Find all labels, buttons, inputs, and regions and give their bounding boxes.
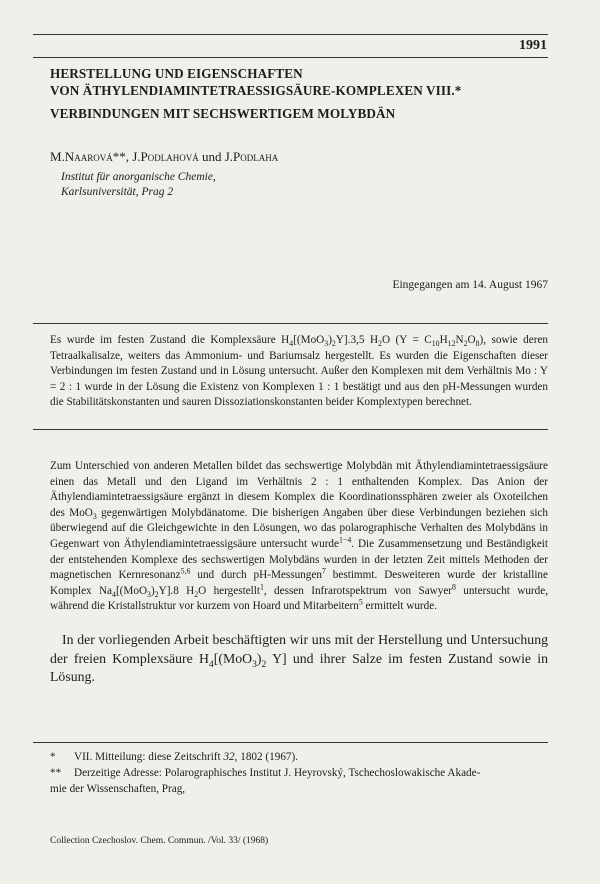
authors	[50, 149, 278, 165]
subscript: 2	[463, 339, 468, 349]
body-text: )	[256, 650, 262, 666]
subscript: 2	[261, 658, 267, 670]
footnote-1	[50, 750, 548, 766]
body-text: [(MoO	[115, 584, 148, 597]
abstract-text: H	[439, 334, 448, 346]
footnote-text: Derzeitige Adresse: Polarographisches Institut J. Heyrovský, Tschechoslowakische Akade-	[74, 767, 481, 779]
abstract-text: O (Y = C	[381, 334, 432, 346]
body-text: Y] und ihrer Salze im festen Zustand sowie in Lösung.	[50, 650, 548, 685]
body-text: Zum Unterschied von anderen Metallen bildet das sechswertige Molybdän mit Äthylendiamintetraessigsäure einen das Metall und den Ligand im Verhältnis 2 : 1 enthaltenden Komplex. Das Anion der Äthylendiamintetraessigsäure ergänzt in diesem Komplex die Koordinationssphären zweier als Oxoteilchen des MoO	[50, 460, 548, 519]
abstract-text: Es wurde im festen Zustand die Komplexsäure H	[50, 334, 290, 346]
body-text: untersucht wurde, während die Kristallstruktur vor kurzem von Hoard und Mitarbeitern	[50, 584, 548, 613]
body-text: gegenwärtigen Molybdänatome. Die bisherigen Angaben über diese Verbindungen beziehen sich überwiegend auf die Gleichgewichte in den Lösungen, wo das polarographische Verhalten des Molybdäns in Gegenwart von Äthylendiamintetraessigsäure untersucht wurde	[50, 506, 548, 550]
abstract-text: )	[328, 334, 332, 346]
body-text: In der vorliegenden Arbeit beschäftigten wir uns mit der Herstellung und Untersuchung der freien Komplexsäure H	[50, 632, 548, 666]
subscript: 2	[154, 589, 159, 599]
subscript: 3	[147, 589, 151, 599]
abstract-text: [(MoO	[293, 334, 325, 346]
received-date: Eingegangen am 14. August 1967	[392, 279, 548, 291]
title-line-3: VERBINDUNGEN MIT SECHSWERTIGEM MOLYBDÄN	[50, 106, 396, 121]
reference-mark: 1	[259, 582, 264, 592]
subscript: 8	[475, 339, 480, 349]
footnote-rule	[33, 742, 548, 743]
body-paragraph-1	[50, 459, 548, 615]
reference-mark: 1−4	[339, 535, 352, 545]
abstract-top-rule	[33, 323, 548, 324]
author-3: J.Podlaha	[224, 149, 279, 164]
abstract-text: ), sowie deren Tetraalkalisalze, weiters das Ammonium- und Bariumsalz hergestellt. Es wurden die Eigenschaften dieser Verbindungen im festen Zustand und in Lösung untersucht. Außer den Komplexen mit dem Verhältnis Mo : Y = 2 : 1 wurde in der Lösung die Existenz von Komplexen 1 : 1 bestätigt und aus den pH-Messungen wurden die Stabilitätskonstanten und sauren Dissoziationskonstanten beider Komplextypen berechnet.	[50, 334, 549, 409]
body-text: ermittelt wurde.	[362, 600, 437, 613]
footnote-text: VII. Mitteilung: diese Zeitschrift	[74, 751, 224, 763]
body-text: . Die Zusammensetzung und Beständigkeit der entstehenden Komplexe des sechswertigen Molybdäns wurden in der letzten Zeit mittels Methoden der magnetischen Kernresonanz	[50, 537, 548, 582]
body-text: [(MoO	[213, 650, 253, 666]
subscript: 3	[92, 512, 97, 522]
abstract-text: Y].3,5 H	[335, 334, 379, 346]
subscript: 2	[331, 339, 336, 349]
body-text: , dessen Infrarotspektrum von Sawyer	[263, 584, 453, 597]
top-rule	[33, 34, 548, 35]
subscript: 4	[289, 339, 294, 349]
subscript: 10	[431, 339, 440, 349]
footnote-text: mie der Wissenschaften, Prag,	[50, 782, 186, 795]
body-text: Y].8 H	[158, 584, 195, 597]
subscript: 12	[447, 339, 456, 349]
reference-mark: 7	[321, 566, 326, 576]
body-text: O hergestellt	[198, 584, 260, 597]
institution-line-2: Karlsuniversität, Prag 2	[61, 186, 174, 198]
subscript: 4	[112, 589, 116, 599]
abstract-bottom-rule	[33, 429, 548, 430]
abstract-text: N	[455, 334, 464, 346]
footnote-marker: *	[50, 751, 56, 763]
page-number: 1991	[519, 38, 547, 53]
institution-line-1: Institut für anorganische Chemie,	[61, 171, 216, 183]
subscript: 3	[324, 339, 329, 349]
footnote-volume: 32,	[223, 751, 238, 763]
body-text: )	[150, 584, 155, 597]
subscript: 3	[252, 658, 257, 670]
reference-mark: 5,6	[180, 566, 191, 576]
body-paragraph-2	[50, 631, 548, 687]
abstract	[50, 333, 548, 411]
footnote-text: 1802 (1967).	[237, 751, 299, 763]
abstract-text: O	[467, 334, 476, 346]
journal-citation: Collection Czechoslov. Chem. Commun. /Vol. 33/ (1968)	[50, 836, 269, 846]
author-2: J.Podlahová	[132, 149, 199, 164]
author-conjunction: und	[198, 149, 225, 164]
reference-mark: 5	[358, 597, 363, 607]
subscript: 4	[208, 658, 214, 670]
reference-mark: 8	[452, 582, 456, 592]
header-rule	[33, 57, 548, 58]
author-separator: ,	[125, 149, 133, 164]
title-line-1: HERSTELLUNG UND EIGENSCHAFTEN	[50, 66, 303, 81]
subscript: 2	[378, 339, 382, 349]
article-title	[50, 66, 550, 123]
body-text: und durch pH-Messungen	[190, 569, 322, 582]
footnote-marker: **	[50, 767, 62, 779]
body-text: bestimmt. Desweiteren wurde der kristalline Komplex Na	[50, 569, 548, 597]
author-1: M.Naarová**	[50, 149, 126, 164]
institution	[61, 170, 216, 200]
subscript: 2	[194, 589, 199, 599]
title-line-2: VON ÄTHYLENDIAMINTETRAESSIGSÄURE-KOMPLEXEN VIII.*	[50, 82, 462, 98]
footnote-2	[50, 766, 548, 797]
